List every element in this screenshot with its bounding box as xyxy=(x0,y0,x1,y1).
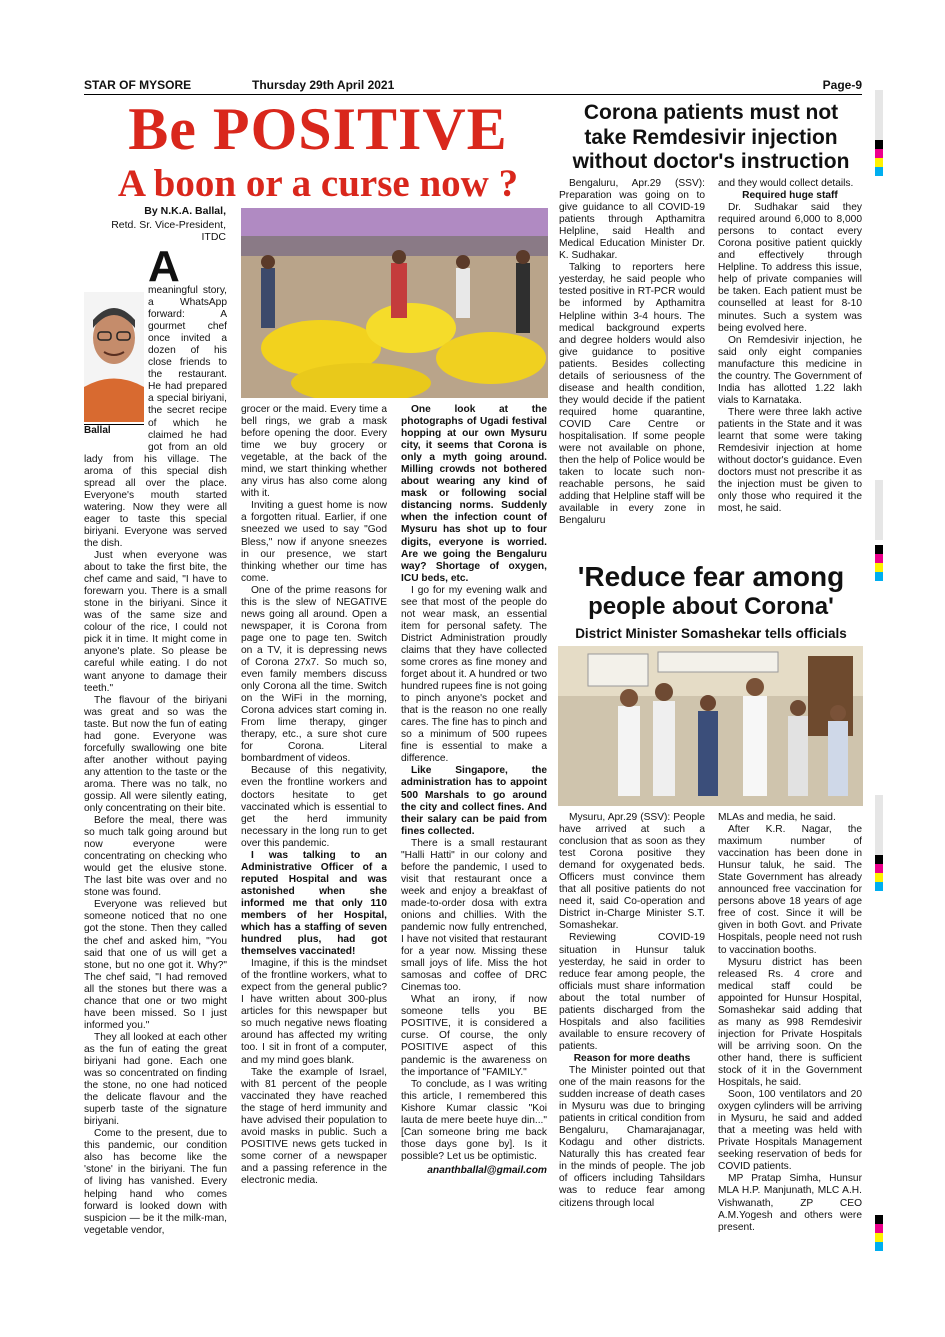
cmyk-black xyxy=(875,855,883,864)
right-bottom-column-2 xyxy=(718,812,862,1264)
headline-reduce-fear-2: people about Corona' xyxy=(588,593,834,620)
cmyk-yellow xyxy=(875,158,883,167)
paragraph: On Remdesivir injection, he said only eight companies manufacture this medicine in the country. The Government of India has allotted 1.22 lakh vials to Karnataka. xyxy=(718,334,862,406)
subheading-reason-for-more-deaths: Reason for more deaths xyxy=(573,1052,691,1064)
paragraph: The Minister pointed out that one of the main reasons for the sudden increase of death cases in Mysuru was due to bringing patients in critical condition from Bengaluru, Chamarajanagar, Kodagu and other districts. Naturally this has created fear in the minds of people. The job of officers including Tahsildars was to reduce fear among citizens through local xyxy=(559,1064,705,1209)
paragraph: Before the meal, there was so much talk going around but now everyone were concentrating on checking who would get the elusive stone. The last bite was over and no stone was found. xyxy=(84,815,227,899)
paragraph: grocer or the maid. Every time a bell rings, we grab a mask before opening the door. Every time we buy grocery or vegetable, at the back of the mind, we start thinking whether any virus has also come along with it. xyxy=(241,404,387,500)
grey-bar xyxy=(875,90,883,140)
paragraph: Mysuru, Apr.29 (SSV): People have arrived at such a conclusion that as soon as they test Corona positive they demand for oxygenated beds. Officers must convince them that all positive patients do not need it, said Co-operation and District in-Charge Minister S.T. Somashekar. xyxy=(559,812,705,932)
paragraph: Take the example of Israel, with 81 percent of the people vaccinated they have reached the stage of herd immunity and have advised their population to avoid masks in public. Such a POSITIVE news gets tucked in some corner of a newspaper and a passing reference in the electronic media. xyxy=(241,1066,387,1186)
column-2 xyxy=(241,404,387,1260)
paragraph: Dr. Sudhakar said they required around 6,000 to 8,000 persons to contact every Corona positive patient quickly and effectively through Helpline. To address this issue, help of private companies will be taken. Each patient must be counselled at least for 8-10 minutes. Such a system was being evolved here. xyxy=(718,202,862,334)
cmyk-black xyxy=(875,1215,883,1224)
headline-boon-or-curse: A boon or a curse now ? xyxy=(117,162,519,205)
cmyk-magenta xyxy=(875,864,883,873)
paragraph: There is a small restaurant "Halli Hatti" in our colony and before the pandemic, I used to visit that restaurant once a week and enjoy a breakfast of made-to-order dosa with extra onions and chillies. With the pandemic now fully entrenched, I have not visited that restaurant for a year now. Missing these small joys of life. Miss the hot samosas and coffee of DRC Cinemas too. xyxy=(401,837,547,994)
paper-name: STAR OF MYSORE xyxy=(84,78,192,92)
paragraph: The flavour of the biriyani was great and so was the taste. But now the fun of eating had gone. Everyone was forcefully swallowing one bite after another without paying any attention to the taste or the aroma. There was no talk, no gossip. All were silently eating, only concentrating on their bite. xyxy=(84,694,227,815)
paragraph: There were three lakh active patients in the State and it was learnt that some were taking Remdesivir injection at home without doctor's guidance. Even doctors must not prescribe it as the injection must be given to only those who required it the most, he said. xyxy=(718,406,862,515)
cmyk-cyan xyxy=(875,167,883,176)
paragraph: Bengaluru, Apr.29 (SSV): Preparation was going on to give guidance to all COVID-19 patients through Apthamitra Helpline, said Health and Medical Education Minister Dr. K. Sudhakar. xyxy=(559,178,705,262)
paragraph: One of the prime reasons for this is the slew of NEGATIVE news going all around. Open a newspaper, it is Corona from page one to page ten. Switch on a TV, it is depressing news of Corona 27x7. So much so, even family members discuss only Corona all the time. Switch on the WiFi in the morning, Corona advices start coming in. From lime therapy, ginger therapy, etc., a sure shot cure for Corona. Literal bombardment of videos. xyxy=(241,584,387,765)
paragraph: Come to the present, due to this pandemic, our condition also has become like the 'stone' in the biriyani. The fun of living has vanished. Every helping hand who comes forward is looked down with suspicion — be it the milk-man, vegetable vendor, xyxy=(84,1128,227,1236)
cmyk-yellow xyxy=(875,1233,883,1242)
headline-reduce-fear-1: 'Reduce fear among xyxy=(577,561,845,592)
paragraph: Just when everyone was about to take the first bite, the chef came and said, "I have to forewarn you. There is a small stone in the biriyani. Since it was of the same size and colour of the rice, I could not pick it in time. It might come in anyone's plate. So please be careful while eating. I do not want anyone to damage their teeth." xyxy=(84,550,227,694)
byline-title: Retd. Sr. Vice-President, ITDC xyxy=(111,219,226,243)
byline-name: By N.K.A. Ballal, xyxy=(144,205,226,217)
paragraph: Soon, 100 ventilators and 20 oxygen cylinders will be arriving in Mysuru, he said and added that a meeting was held with Private Hospitals Management seeking reservation of beds for COVID patients. xyxy=(718,1089,862,1173)
paragraph: Talking to reporters here yesterday, he said people who tested positive in RT-PCR would be informed by Apthamitra Helpline within 3-4 hours. The medical background experts and degree holders would also give guidance to positive patients. Besides collecting details of seriousness of the disease and health condition, they would decide if the patient required home quarantine, COVID Care Centre or hospitalisation. If some people were not available on phone, then the help of Police would be taken to locate such non-reachable persons, he said adding that Helpline staff will be available in every zone in Bengaluru xyxy=(559,262,705,527)
paragraph: What an irony, if now someone tells you BE POSITIVE, it is considered a curse. Of course, the only POSITIVE aspect of this pandemic is the awareness on the importance of "FAMILY." xyxy=(401,994,547,1078)
paragraph: Reviewing COVID-19 situation in Hunsur taluk yesterday, he said in order to reduce fear among people, the officials must share information about the total number of patients discharged from the Hospitals and also facilities available to ensure recovery of patients. xyxy=(559,932,705,1052)
subhead-somashekar: District Minister Somashekar tells officials xyxy=(575,626,847,641)
paragraph: Mysuru district has been released Rs. 4 crore and medical staff could be appointed for Hunsur Hospital, Somashekar said adding that as many as 998 Remdesivir injection for Private Hospitals will be arriving soon. On the other hand, there is sufficient stock of it in the Government Hospitals, he said. xyxy=(718,956,862,1089)
headline-be-positive: Be POSITIVE xyxy=(128,96,508,162)
column-3 xyxy=(401,404,547,1260)
dropcap: A xyxy=(148,247,180,291)
cmyk-cyan xyxy=(875,1242,883,1251)
paragraph: They all looked at each other as the fun of eating the great biriyani had gone. Each one was so concentrated on finding the stone, no one had noticed the delicate flavour and the superb taste of the signature biriyani. xyxy=(84,1031,227,1128)
grey-bar xyxy=(875,480,883,540)
paragraph: MP Pratap Simha, Hunsur MLA H.P. Manjunath, MLC A.H. Vishwanath, ZP CEO A.M.Yogesh and others were present. xyxy=(718,1173,862,1233)
right-top-column-1 xyxy=(559,178,705,556)
paragraph: meaningful story, a WhatsApp forward: A gourmet chef once invited a dozen of his close friends to the restaurant. He had prepared a special biriyani, the secret recipe of which he claimed he had got from an old lady from his village. The aroma of this special dish spread all over the place. Everyone's mouth started watering. Now they were all eager to taste this special biriyani. Everyone was served the dish. xyxy=(84,285,227,549)
cmyk-yellow xyxy=(875,873,883,882)
paragraph: MLAs and media, he said. xyxy=(718,812,836,823)
paragraph: and they would collect details. xyxy=(718,178,854,189)
paragraph: I was talking to an Administrative Officer of a reputed Hospital and was astonished when she informed me that only 110 members of her Hospital, which has a staffing of seven hundred plus, had got themselves vaccinated! xyxy=(241,849,387,958)
cmyk-magenta xyxy=(875,554,883,563)
paragraph: Inviting a guest home is now a forgotten ritual. Earlier, if one sneezed we used to say "God Bless," now if anyone sneezes in our presence, we start thinking whether our time has come. xyxy=(241,500,387,584)
paragraph: One look at the photographs of Ugadi festival hopping at our own Mysuru city, it seems that Corona is only a myth going around. Milling crowds not bothered about wearing any kind of mask or following social distancing norms. Suddenly when the infection count of Mysuru has shot up to four digits, everyone is worried. Are we going the Bengaluru way? Shortage of oxygen, ICU beds, etc. xyxy=(401,404,547,584)
grey-bar xyxy=(875,795,883,855)
cmyk-black xyxy=(875,140,883,149)
cmyk-cyan xyxy=(875,572,883,581)
ugadi-market-photo xyxy=(241,208,548,398)
header-rule xyxy=(84,94,862,95)
author-photo-wrap xyxy=(84,292,144,442)
author-photo-caption: Ballal xyxy=(84,424,144,437)
issue-date: Thursday 29th April 2021 xyxy=(252,78,395,92)
paragraph: To conclude, as I was writing this article, I remembered this Kishore Kumar classic "Koi lauta de mere beete huye din..." [Can someone bring me back those days gone by]. Is it possible? Let us be optimistic. xyxy=(401,1078,547,1162)
column-1 xyxy=(84,247,227,1267)
paragraph: Like Singapore, the administration has to appoint 500 Marshals to go around the city and collect fines. And their salary can be paid from fines collected. xyxy=(401,765,547,837)
right-top-column-2 xyxy=(718,178,862,556)
hunsur-meeting-photo xyxy=(558,646,863,806)
author-email: ananthballal@gmail.com xyxy=(427,1164,547,1176)
cmyk-magenta xyxy=(875,149,883,158)
headline-remdesivir-1: Corona patients must not xyxy=(583,101,839,124)
cmyk-magenta xyxy=(875,1224,883,1233)
cmyk-cyan xyxy=(875,882,883,891)
cmyk-black xyxy=(875,545,883,554)
paragraph: Everyone was relieved but someone noticed that no one got the stone. Then they called the chef and asked him, "You said that one of us will get a stone, but no one got it. Why?" The chef said, "I had removed all the stones but there was a chance that one or two might have been missed. So I just informed you." xyxy=(84,899,227,1031)
cmyk-yellow xyxy=(875,563,883,572)
subheading-required-huge-staff: Required huge staff xyxy=(742,190,838,202)
headline-remdesivir-3: without doctor's instruction xyxy=(572,150,850,173)
paragraph: After K.R. Nagar, the maximum number of vaccination has been done in Hunsur taluk, he said. The State Government has already announced free vaccination for persons above 18 years of age free of cost. Since it will be given in both Govt. and Private Hospitals, people need not rush to vaccination booths. xyxy=(718,824,862,956)
paragraph: I go for my evening walk and see that most of the people do not wear mask, an essential item for personal safety. The District Administration proudly claims that they have collected some crores as fine money and forget about it. A hundred or two hundred rupees fine is not going to pinch anyone's pocket and that is the reason no one really cares. The fine has to pinch and so a minimum of 500 rupees fine is essential to make a difference. xyxy=(401,584,547,765)
headline-remdesivir-2: take Remdesivir injection xyxy=(584,126,838,149)
right-bottom-column-1 xyxy=(559,812,705,1264)
paragraph: Imagine, if this is the mindset of the frontline workers, what to expect from the general public? I have written about 300-plus articles for this newspaper but so much negative news floating around has affected my writing too. I sit in front of a computer, and my mind goes blank. xyxy=(241,958,387,1066)
paragraph: Because of this negativity, even the frontline workers and doctors hesitate to get vaccinated which is essential to get the herd immunity necessary in the long run to get over this pandemic. xyxy=(241,765,387,849)
page-number: Page-9 xyxy=(822,78,862,92)
author-photo xyxy=(84,292,144,422)
